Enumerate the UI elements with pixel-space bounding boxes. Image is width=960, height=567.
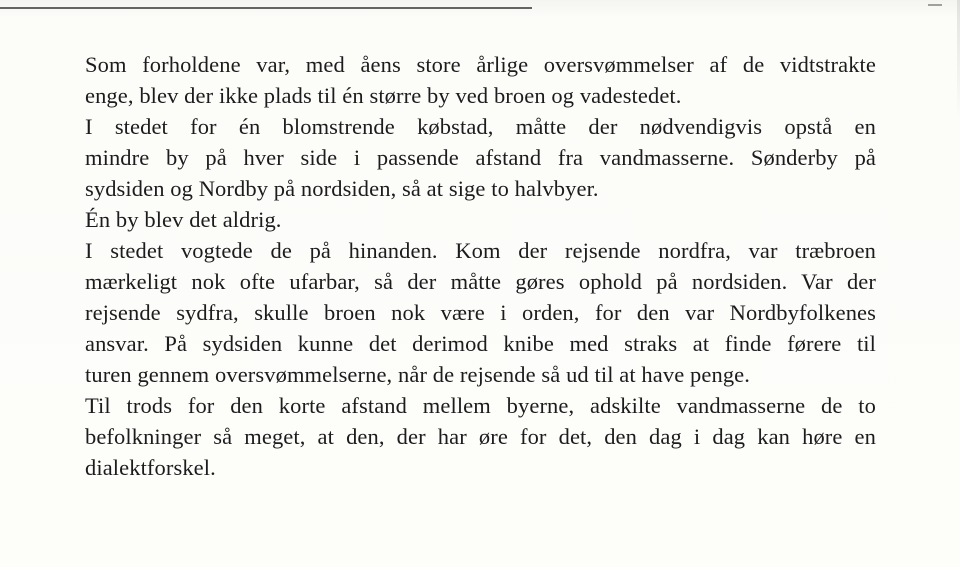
scan-artifact-top-right-mark [928, 4, 942, 6]
text-line: rejsende sydfra, skulle broen nok være i orden, for den var Nordbyfolkenes [85, 300, 876, 325]
text-line: mærkeligt nok ofte ufarbar, så der måtte gøres ophold på nordsiden. Var der [85, 269, 876, 294]
text-line: befolkninger så meget, at den, der har øre for det, den dag i dag kan høre en [85, 424, 876, 449]
text-line: enge, blev der ikke plads til én større by ved broen og vadestedet. [85, 83, 682, 108]
text-line: ansvar. På sydsiden kunne det derimod knibe med straks at finde førere til [85, 331, 876, 356]
text-line: turen gennem oversvømmelserne, når de rejsende så ud til at have penge. [85, 362, 750, 387]
text-line: I stedet vogtede de på hinanden. Kom der rejsende nordfra, var træbroen [85, 238, 876, 263]
scan-artifact-top-line [0, 7, 532, 9]
text-line: dialektforskel. [85, 455, 216, 480]
text-line: sydsiden og Nordby på nordsiden, så at sige to halvbyer. [85, 176, 599, 201]
paragraph-block [85, 49, 876, 483]
text-line: Én by blev det aldrig. [85, 207, 282, 232]
text-line: Til trods for den korte afstand mellem byerne, adskilte vandmasserne de to [85, 393, 876, 418]
text-line: I stedet for én blomstrende købstad, måtte der nødvendigvis opstå en [85, 114, 876, 139]
text-line: mindre by på hver side i passende afstand fra vandmasserne. Sønderby på [85, 145, 876, 170]
text-line: Som forholdene var, med åens store årlige oversvømmelser af de vidtstrakte [85, 52, 876, 77]
